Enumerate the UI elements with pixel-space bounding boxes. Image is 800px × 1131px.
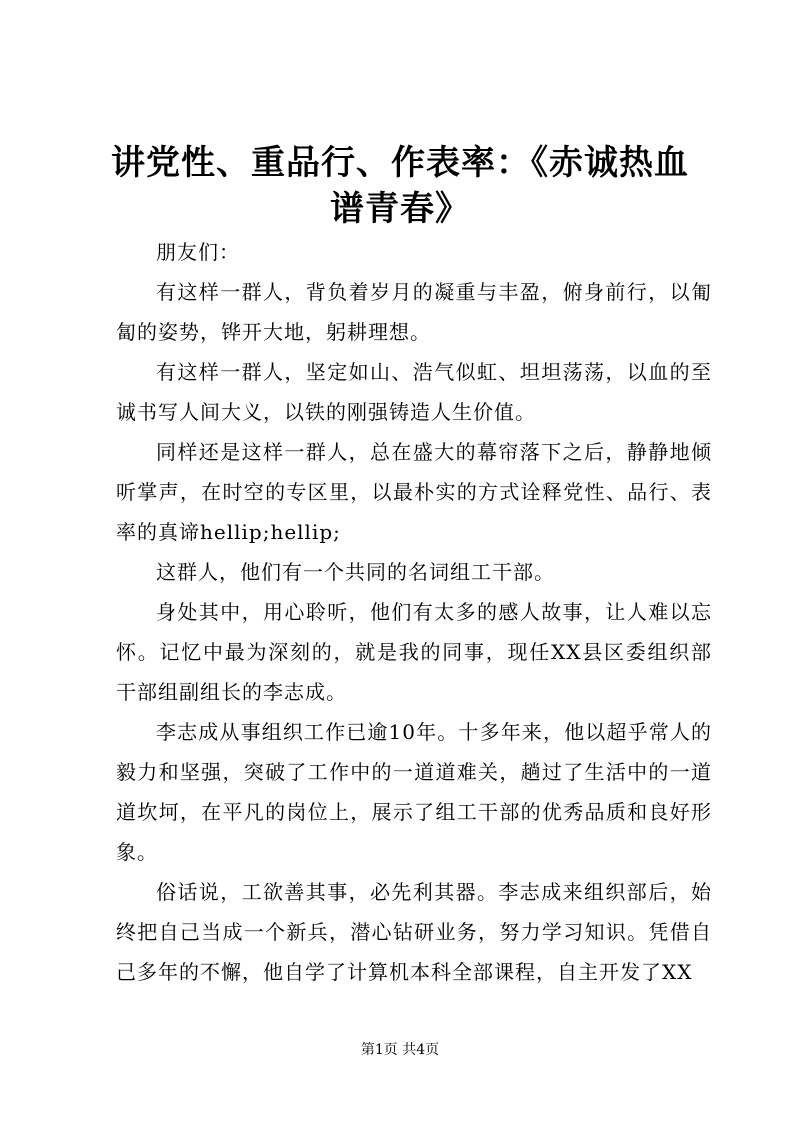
- document-title: 讲党性、重品行、作表率：《赤诚热血谱青春》: [111, 143, 689, 229]
- paragraph: 有这样一群人，坚定如山、浩气似虹、坦坦荡荡，以血的至诚书写人间大义，以铁的刚强铸造人生价值。: [116, 360, 712, 424]
- paragraph-greeting: 朋友们：: [156, 240, 240, 264]
- paragraph: 身处其中，用心聆听，他们有太多的感人故事，让人难以忘怀。记忆中最为深刻的，就是我的同事，现任XX县区委组织部干部组副组长的李志成。: [116, 600, 712, 704]
- paragraph: 有这样一群人，背负着岁月的凝重与丰盈，俯身前行，以匍匐的姿势，铧开大地，躬耕理想。: [116, 280, 712, 344]
- document-body: [116, 232, 712, 992]
- paragraph: 这群人，他们有一个共同的名词组工干部。: [156, 560, 555, 584]
- page-number: 第1页 共4页: [360, 1042, 440, 1058]
- paragraph: 同样还是这样一群人，总在盛大的幕帘落下之后，静静地倾听掌声，在时空的专区里，以最朴实的方式诠释党性、品行、表率的真谛hellip;hellip;: [116, 440, 712, 544]
- paragraph: 李志成从事组织工作已逾10年。十多年来，他以超乎常人的毅力和坚强，突破了工作中的一道道难关，趟过了生活中的一道道坎坷，在平凡的岗位上，展示了组工干部的优秀品质和良好形象。: [116, 720, 712, 864]
- paragraph: 俗话说，工欲善其事，必先利其器。李志成来组织部后，始终把自己当成一个新兵，潜心钻研业务，努力学习知识。凭借自己多年的不懈，他自学了计算机本科全部课程，自主开发了XX: [116, 880, 712, 984]
